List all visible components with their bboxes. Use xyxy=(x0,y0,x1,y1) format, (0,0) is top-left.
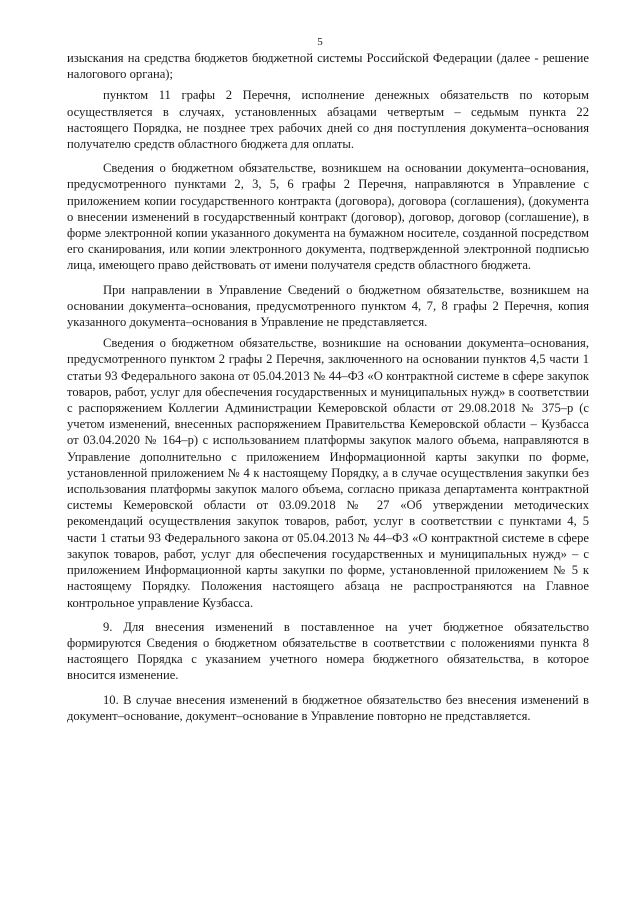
paragraph-4: При направлении в Управление Сведений о бюджетном обязательстве, возникшем на основании документа–основания, предусмотренного пунктом 4, 7, 8 графы 2 Перечня, копия указанного документа–основания в Управление не представляется. xyxy=(67,282,589,330)
paragraph-7: 10. В случае внесения изменений в бюджетное обязательство без внесения изменений в документ–основание, документ–основание в Управление повторно не представляется. xyxy=(67,692,589,723)
document-body xyxy=(67,50,589,724)
paragraph-2: пунктом 11 графы 2 Перечня, исполнение денежных обязательств по которым осуществляется в случаях, установленных абзацами четвертым – седьмым пункта 22 настоящего Порядка, не позднее трех рабочих дней со дня поступления документа–основания получателю средств областного бюджета для оплаты. xyxy=(67,88,589,152)
paragraph-5: Сведения о бюджетном обязательстве, возникшие на основании документа–основания, предусмотренного пунктом 2 графы 2 Перечня, заключенного на основании пунктов 4,5 части 1 статьи 93 Федерального закона от 05.04.2013 № 44–ФЗ «О контрактной системе в сфере закупок товаров, работ, услуг для обеспечения государственных и муниципальных нужд» в соответствии с распоряжением Коллегии Администрации Кемеровской области от 29.08.2018 № 375–р (с учетом изменений, внесенных распоряжением Правительства Кемеровской области – Кузбасса от 03.04.2020 № 164–р) с использованием платформы закупок малого объема, направляются в Управление дополнительно с приложением Информационной карты закупки по форме, установленной приложением № 4 к настоящему Порядку, а в случае осуществления закупки без использования платформы закупок малого объема, согласно приказа департамента контрактной системы Кемеровской области от 03.09.2018 № 27 «Об утверждении методических рекомендаций осуществления закупок товаров, работ, услуг в соответствии с пунктами 4, 5 части 1 статьи 93 Федерального закона от 05.04.2013 № 44–ФЗ «О контрактной системе в сфере закупок товаров, работ, услуг для обеспечения государственных и муниципальных нужд» – с приложением Информационной карты закупки по форме, установленной приложением № 5 к настоящему Порядку. Положения настоящего абзаца не распространяются на Главное контрольное управление Кузбасса. xyxy=(67,336,589,610)
paragraph-1: изыскания на средства бюджетов бюджетной системы Российской Федерации (далее - решение налогового органа); xyxy=(67,51,589,82)
paragraph-3: Сведения о бюджетном обязательстве, возникшем на основании документа–основания, предусмотренного пунктами 2, 3, 5, 6 графы 2 Перечня, направляются в Управление с приложением копии государственного контракта (договора), договора (соглашения), (документа о внесении изменений в государственный контракт (договор), договор, договор (соглашение), в форме электронной копии указанного документа на бумажном носителе, созданной посредством его сканирования, или копии электронного документа, подтвержденной электронной подписью лица, имеющего право действовать от имени получателя средств областного бюджета. xyxy=(67,161,589,273)
paragraph-6: 9. Для внесения изменений в поставленное на учет бюджетное обязательство формируются Сведения о бюджетном обязательстве в соответствии с положениями пункта 8 настоящего Порядка с указанием учетного номера бюджетного обязательства, в которое вносится изменение. xyxy=(67,619,589,683)
page-number: 5 xyxy=(317,36,323,48)
